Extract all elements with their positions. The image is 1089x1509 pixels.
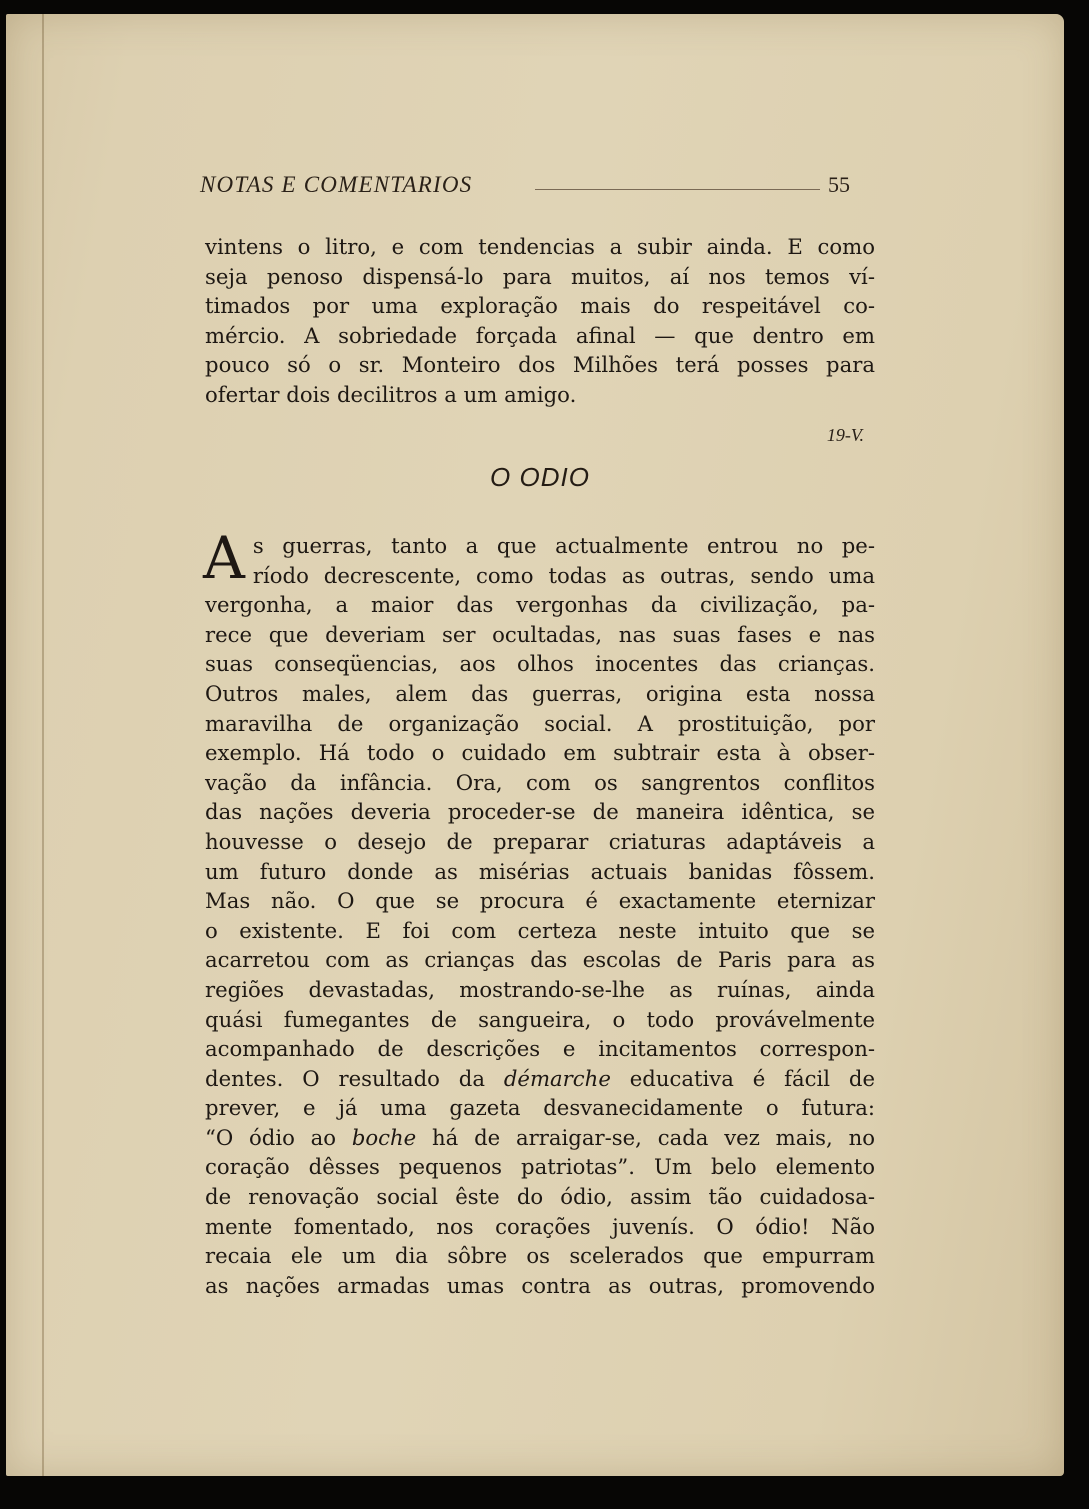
- text-line: vintens o litro, e com tendencias a subir ainda. E como: [205, 234, 875, 259]
- text-line: maravilha de organização social. A prostituição, por: [205, 710, 875, 736]
- text-line: recaia ele um dia sôbre os scelerados que empurram: [205, 1243, 875, 1269]
- running-title: NOTAS E COMENTARIOS: [200, 172, 473, 197]
- text-line: de renovação social êste do ódio, assim tão cuidadosa-: [205, 1184, 875, 1210]
- text-line: mércio. A sobriedade forçada afinal — que dentro em: [205, 322, 875, 348]
- section-body: [203, 524, 875, 1300]
- text-line: rece que deveriam ser ocultadas, nas suas fases e nas: [205, 621, 875, 647]
- text-line: exemplo. Há todo o cuidado em subtrair esta à obser-: [205, 740, 875, 766]
- text-line: o existente. E foi com certeza neste intuito que se: [205, 917, 875, 943]
- text-line: vação da infância. Ora, com os sangrentos conflitos: [205, 769, 875, 795]
- text-line: as nações armadas umas contra as outras, promovendo: [205, 1272, 875, 1298]
- italic-term-boche: boche: [351, 1124, 417, 1150]
- italic-term-demarche: démarche: [503, 1065, 611, 1091]
- text-line: quási fumegantes de sangueira, o todo provávelmente: [205, 1006, 875, 1032]
- text-line: houvesse o desejo de preparar criaturas adaptáveis a: [205, 828, 875, 854]
- line-segment: há de arraigar-se, cada vez mais, no: [416, 1124, 875, 1150]
- text-line: acarretou com as crianças das escolas de Paris para as: [205, 947, 875, 973]
- text-line: Mas não. O que se procura é exactamente eternizar: [205, 888, 875, 914]
- header-rule: [535, 189, 820, 190]
- text-line: suas conseqüencias, aos olhos inocentes das crianças.: [205, 651, 875, 677]
- text-line: acompanhado de descrições e incitamentos correspon-: [205, 1036, 875, 1062]
- text-line: ríodo decrescente, como todas as outras, sendo uma: [252, 562, 875, 588]
- text-line: pouco só o sr. Monteiro dos Milhões terá posses para: [205, 352, 875, 378]
- text-line: seja penoso dispensá-lo para muitos, aí nos temos ví-: [205, 263, 875, 289]
- running-header: [200, 172, 850, 204]
- text-line: mente fomentado, nos corações juvenís. O ódio! Não: [205, 1213, 875, 1239]
- text-line: ofertar dois decilitros a um amigo.: [205, 381, 577, 407]
- text-line-demarche: [205, 1064, 875, 1094]
- text-line: das nações deveria proceder-se de maneira idêntica, se: [205, 799, 875, 825]
- text-line: coração dêsses pequenos patriotas”. Um belo elemento: [205, 1154, 875, 1180]
- text-line: prever, e já uma gazeta desvanecidamente o futura:: [205, 1095, 875, 1121]
- line-segment: “O ódio ao: [205, 1124, 352, 1150]
- page-fold-shadow: [42, 14, 44, 1476]
- article-date: 19-V.: [826, 425, 864, 445]
- text-line: vergonha, a maior das vergonhas da civilização, pa-: [205, 592, 875, 618]
- text-line: s guerras, tanto a que actualmente entrou no pe-: [252, 533, 875, 558]
- text-line: regiões devastadas, mostrando-se-lhe as ruínas, ainda: [205, 976, 875, 1002]
- page-number: 55: [828, 172, 850, 197]
- line-segment: dentes. O resultado da: [205, 1065, 504, 1091]
- continuation-paragraph: [205, 232, 875, 410]
- line-segment: educativa é fácil de: [610, 1065, 875, 1091]
- text-line: Outros males, alem das guerras, origina esta nossa: [205, 680, 875, 706]
- text-line: um futuro donde as misérias actuais banidas fôssem.: [205, 858, 875, 884]
- text-line: timados por uma exploração mais do respeitável co-: [205, 293, 875, 319]
- drop-cap: A: [203, 524, 245, 592]
- text-line-boche: [205, 1123, 875, 1153]
- section-title: O ODIO: [490, 462, 590, 492]
